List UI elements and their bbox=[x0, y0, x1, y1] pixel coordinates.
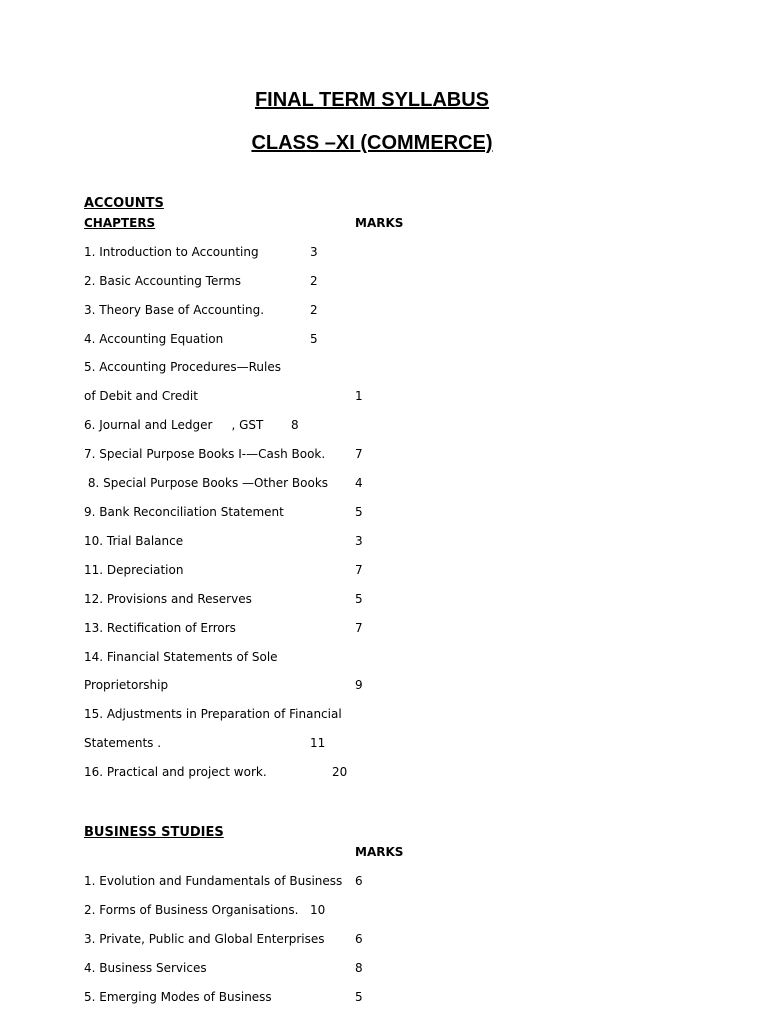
business-row-marks: 6 bbox=[355, 932, 363, 946]
accounts-row-text: 6. Journal and Ledger , GST bbox=[84, 418, 264, 432]
accounts-row-text: 14. Financial Statements of Sole bbox=[84, 650, 278, 664]
accounts-row-text: 3. Theory Base of Accounting. bbox=[84, 303, 265, 317]
accounts-row-text: 10. Trial Balance bbox=[84, 534, 184, 548]
page-title: FINAL TERM SYLLABUS bbox=[254, 89, 490, 111]
accounts-row-text: 16. Practical and project work. bbox=[84, 765, 267, 779]
accounts-row-marks: 2 bbox=[310, 303, 318, 317]
accounts-row-text: 9. Bank Reconciliation Statement bbox=[84, 505, 284, 519]
business-row-marks: 5 bbox=[355, 990, 363, 1004]
chapters-label: CHAPTERS bbox=[84, 216, 156, 230]
accounts-row-marks: 5 bbox=[310, 332, 318, 346]
accounts-row-text: Proprietorship bbox=[84, 678, 169, 692]
page-subtitle: CLASS –XI (COMMERCE) bbox=[251, 132, 493, 154]
accounts-heading: ACCOUNTS bbox=[84, 196, 164, 211]
accounts-row-marks: 9 bbox=[355, 678, 363, 692]
accounts-row-marks: 4 bbox=[355, 476, 363, 490]
business-row-text: 3. Private, Public and Global Enterprises bbox=[84, 932, 325, 946]
accounts-row-marks: 7 bbox=[355, 563, 363, 577]
accounts-row-marks: 7 bbox=[355, 621, 363, 635]
accounts-row-text: 12. Provisions and Reserves bbox=[84, 592, 252, 606]
accounts-marks-label: MARKS bbox=[355, 216, 404, 230]
accounts-row-marks: 3 bbox=[310, 245, 318, 259]
accounts-row-marks: 8 bbox=[291, 418, 299, 432]
accounts-row-text: 1. Introduction to Accounting bbox=[84, 245, 259, 259]
accounts-row-text: 11. Depreciation bbox=[84, 563, 184, 577]
business-studies-heading: BUSINESS STUDIES bbox=[84, 825, 224, 840]
accounts-row-text: 15. Adjustments in Preparation of Financial bbox=[84, 707, 342, 721]
business-row-text: 2. Forms of Business Organisations. bbox=[84, 903, 299, 917]
business-studies-marks-label: MARKS bbox=[355, 845, 404, 859]
business-row-text: 5. Emerging Modes of Business bbox=[84, 990, 272, 1004]
accounts-row-marks: 11 bbox=[310, 736, 326, 750]
accounts-row-marks: 5 bbox=[355, 505, 363, 519]
accounts-row-marks: 20 bbox=[332, 765, 348, 779]
business-row-marks: 10 bbox=[310, 903, 326, 917]
accounts-row-marks: 2 bbox=[310, 274, 318, 288]
business-row-text: 1. Evolution and Fundamentals of Business bbox=[84, 874, 343, 888]
business-row-text: 4. Business Services bbox=[84, 961, 207, 975]
accounts-row-text: 13. Rectification of Errors bbox=[84, 621, 236, 635]
accounts-row-text: 4. Accounting Equation bbox=[84, 332, 224, 346]
business-row-marks: 6 bbox=[355, 874, 363, 888]
accounts-row-text: Statements . bbox=[84, 736, 162, 750]
accounts-row-text: 2. Basic Accounting Terms bbox=[84, 274, 242, 288]
accounts-row-marks: 7 bbox=[355, 447, 363, 461]
accounts-row-text: 8. Special Purpose Books —Other Books bbox=[84, 476, 329, 490]
accounts-row-text: 7. Special Purpose Books I-—Cash Book. bbox=[84, 447, 326, 461]
accounts-row-marks: 3 bbox=[355, 534, 363, 548]
accounts-row-text: 5. Accounting Procedures—Rules bbox=[84, 360, 282, 374]
accounts-row-text: of Debit and Credit bbox=[84, 389, 198, 403]
accounts-row-marks: 1 bbox=[355, 389, 363, 403]
accounts-row-marks: 5 bbox=[355, 592, 363, 606]
business-row-marks: 8 bbox=[355, 961, 363, 975]
